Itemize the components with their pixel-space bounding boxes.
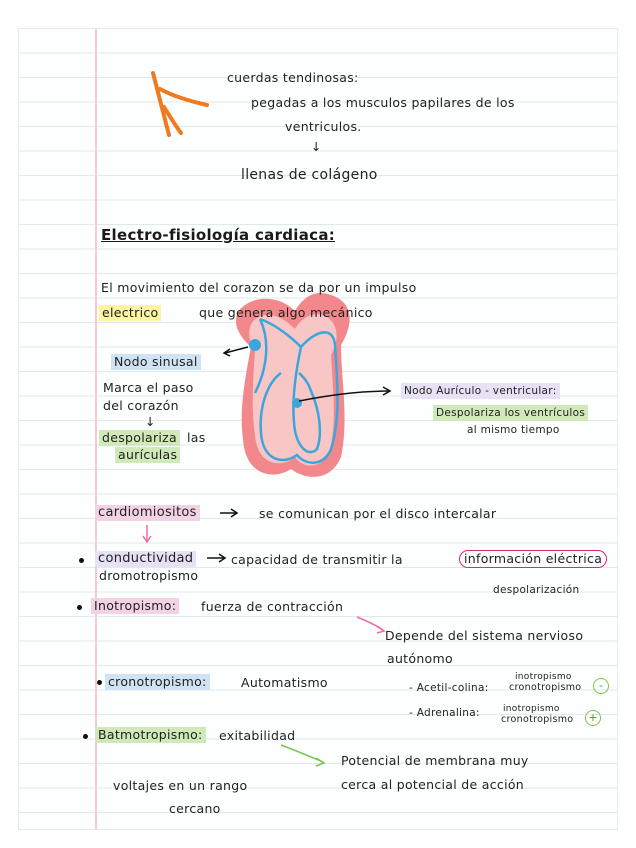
- conductividad-highlight: conductividad: [95, 551, 196, 567]
- av-desc-1: Despolariza los ventrículos: [433, 405, 588, 421]
- info-electrica-circled: información eléctrica: [459, 550, 607, 568]
- cronotropismo-highlight: cronotropismo:: [105, 674, 210, 690]
- despolariza-las: las: [187, 430, 206, 445]
- excitabilidad-label: exitabilidad: [219, 728, 296, 743]
- green-arrow: [281, 745, 324, 766]
- dromotropismo-label: dromotropismo: [99, 568, 199, 583]
- depende-1: Depende del sistema nervioso: [385, 628, 584, 643]
- voltajes-1: voltajes en un rango: [113, 778, 248, 793]
- marca-paso-1: Marca el paso: [103, 380, 194, 395]
- movimiento-line-2: que genera algo mecánico: [199, 305, 373, 320]
- plus-circle-icon: +: [585, 710, 601, 726]
- colageno-note: llenas de colágeno: [241, 167, 378, 183]
- down-arrow-1: ↓: [311, 139, 322, 154]
- acetil-label: - Acetil-colina:: [409, 682, 489, 694]
- adrenalina-label: - Adrenalina:: [409, 707, 480, 719]
- ino-desc: fuerza de contracción: [201, 599, 344, 614]
- bullet-2: [77, 605, 82, 610]
- despolarizacion-note: despolarización: [493, 584, 580, 596]
- bullet-3: [97, 680, 102, 685]
- bullet-4: [83, 734, 88, 739]
- despolariza-auriculas-1: despolariza: [99, 430, 180, 446]
- electrico-highlight: electrico: [99, 305, 161, 321]
- cuerdas-desc: pegadas a los musculos papilares de los: [251, 95, 515, 110]
- cuerdas-title: cuerdas tendinosas:: [227, 70, 359, 85]
- marca-paso-2: del corazón: [103, 398, 179, 413]
- cardiomiocitos-highlight: cardiomiositos: [95, 505, 200, 521]
- notebook-page: [18, 28, 618, 830]
- movimiento-line: El movimiento del corazon se da por un impulso: [101, 280, 417, 295]
- av-desc-2: al mismo tiempo: [467, 424, 560, 436]
- automatismo-label: Automatismo: [241, 675, 328, 690]
- batmotropismo-highlight: Batmotropismo:: [95, 727, 206, 743]
- adre-ino: inotropismo: [503, 704, 560, 714]
- section-title: Electro-fisiología cardiaca:: [101, 226, 336, 244]
- acetil-ino: inotropismo: [515, 672, 572, 682]
- nodo-sinusal-label: Nodo sinusal: [111, 354, 201, 370]
- chordae-tendineae-drawing: [153, 73, 207, 135]
- voltajes-2: cercano: [169, 801, 221, 816]
- auriculas-highlight: aurículas: [115, 447, 180, 463]
- bullet-1: [79, 558, 84, 563]
- cardio-desc: se comunican por el disco intercalar: [259, 506, 497, 521]
- minus-circle-icon: -: [593, 678, 609, 694]
- acetil-crono: cronotropismo: [509, 682, 582, 693]
- cond-desc: capacidad de transmitir la: [231, 552, 403, 567]
- potencial-2: cerca al potencial de acción: [341, 777, 525, 792]
- adre-crono: cronotropismo: [501, 714, 574, 725]
- inotropismo-highlight: Inotropismo:: [91, 598, 179, 614]
- down-arrow-2: ↓: [145, 414, 156, 429]
- nodo-av-label: Nodo Aurículo - ventricular:: [401, 383, 560, 399]
- depende-2: autónomo: [387, 651, 453, 666]
- potencial-1: Potencial de membrana muy: [341, 753, 529, 768]
- cuerdas-desc-2: ventriculos.: [285, 119, 362, 134]
